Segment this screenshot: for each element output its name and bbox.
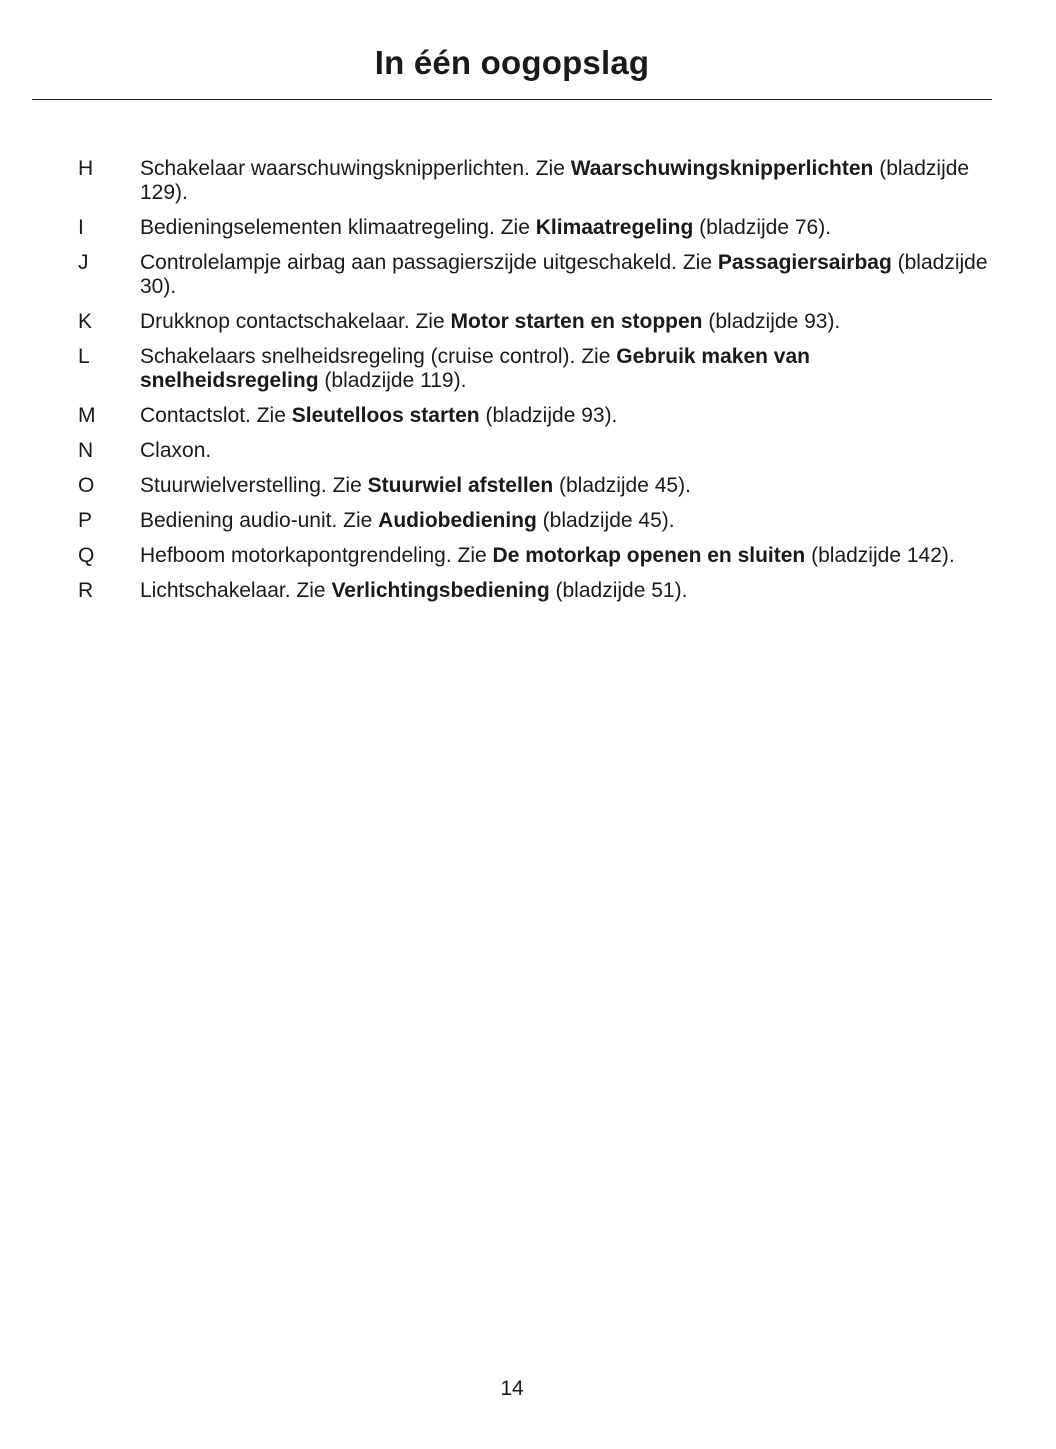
page-number: 14: [500, 1377, 524, 1400]
cross-reference-link[interactable]: Waarschuwingsknipperlichten: [570, 157, 874, 180]
item-description: [140, 216, 990, 240]
legend-list: [0, 157, 1056, 614]
page-reference: (bladzijde 51).: [555, 579, 688, 602]
item-letter: J: [78, 251, 89, 274]
item-letter: N: [78, 439, 94, 462]
item-text: Lichtschakelaar. Zie: [140, 579, 326, 602]
item-description: [140, 345, 990, 393]
page-reference: (bladzijde 45).: [559, 474, 691, 497]
list-item: [0, 579, 1056, 603]
item-text: Stuurwielverstelling. Zie: [140, 474, 362, 497]
cross-reference-link[interactable]: Stuurwiel afstellen: [367, 474, 554, 497]
item-text: Contactslot. Zie: [140, 404, 286, 427]
item-text: Bediening audio-unit. Zie: [140, 509, 373, 532]
item-letter: Q: [78, 544, 95, 567]
item-letter: O: [78, 474, 95, 497]
cross-reference-link[interactable]: Klimaatregeling: [535, 216, 694, 239]
item-letter: L: [78, 345, 90, 368]
item-description: [140, 439, 990, 463]
cross-reference-link[interactable]: De motorkap openen en sluiten: [492, 544, 806, 567]
item-letter: P: [78, 509, 93, 532]
item-text: Drukknop contactschakelaar. Zie: [140, 310, 445, 333]
cross-reference-link[interactable]: Audiobediening: [378, 509, 537, 532]
cross-reference-link[interactable]: Sleutelloos starten: [291, 404, 480, 427]
item-description: [140, 404, 990, 428]
list-item: [0, 251, 1056, 299]
item-letter: R: [78, 579, 94, 602]
item-letter: K: [78, 310, 93, 333]
list-item: [0, 544, 1056, 568]
item-letter: H: [78, 157, 94, 180]
page-reference: (bladzijde 45).: [542, 509, 675, 532]
list-item: [0, 474, 1056, 498]
list-item: [0, 157, 1056, 205]
page-reference: (bladzijde 93).: [485, 404, 618, 427]
item-text: Hefboom motorkapontgrendeling. Zie: [140, 544, 487, 567]
page-title: In één oogopslag: [374, 44, 650, 81]
page-reference: (bladzijde 119).: [324, 369, 467, 392]
item-description: [140, 251, 990, 299]
page-reference: (bladzijde 129).: [140, 157, 970, 204]
cross-reference-link[interactable]: Motor starten en stoppen: [450, 310, 703, 333]
list-item: [0, 216, 1056, 240]
list-item: [0, 404, 1056, 428]
item-description: [140, 544, 990, 568]
list-item: [0, 345, 1056, 393]
item-text: Bedieningselementen klimaatregeling. Zie: [140, 216, 530, 239]
title-divider: [32, 99, 992, 100]
item-text: Claxon.: [140, 439, 212, 462]
item-description: [140, 157, 990, 205]
item-letter: M: [78, 404, 96, 427]
item-letter: I: [78, 216, 84, 239]
page-reference: (bladzijde 30).: [140, 251, 988, 298]
cross-reference-link[interactable]: Verlichtingsbediening: [331, 579, 550, 602]
item-text: Controlelampje airbag aan passagierszijde uitgeschakeld. Zie: [140, 251, 712, 274]
page-reference: (bladzijde 93).: [708, 310, 841, 333]
item-description: [140, 310, 990, 334]
cross-reference-link[interactable]: Gebruik maken van snelheidsregeling: [140, 345, 810, 392]
item-description: [140, 579, 990, 603]
list-item: [0, 439, 1056, 463]
item-description: [140, 474, 990, 498]
item-description: [140, 509, 990, 533]
page-reference: (bladzijde 76).: [699, 216, 832, 239]
list-item: [0, 310, 1056, 334]
item-text: Schakelaars snelheidsregeling (cruise control). Zie: [140, 345, 611, 368]
list-item: [0, 509, 1056, 533]
cross-reference-link[interactable]: Passagiersairbag: [717, 251, 892, 274]
page-reference: (bladzijde 142).: [811, 544, 955, 567]
item-text: Schakelaar waarschuwingsknipperlichten. Zie: [140, 157, 565, 180]
